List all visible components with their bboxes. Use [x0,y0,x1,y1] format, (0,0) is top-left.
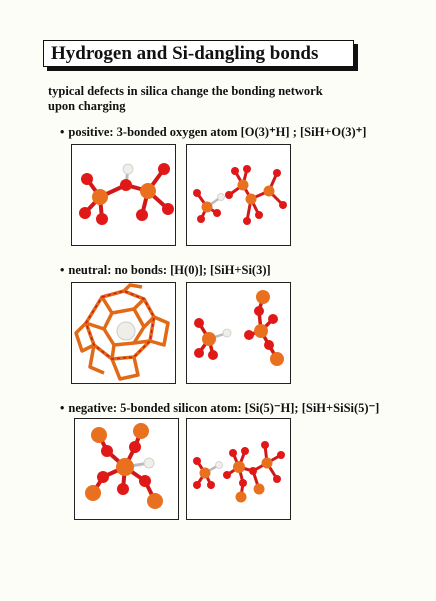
bullet-dot: • [60,125,65,139]
molecule-positive-right [187,145,290,245]
section-positive-heading [60,124,366,140]
panel-neutral-right [186,282,291,384]
molecule-negative-right [187,419,290,519]
section-negative-label: negative: 5-bonded silicon atom: [Si(5)⁻H]; [SiH+SiSi(5)⁻] [68,401,380,415]
section-neutral-heading [60,263,271,278]
page-title: Hydrogen and Si-dangling bonds [51,43,319,64]
panel-negative-left [74,418,179,520]
intro-line-2: upon charging [48,99,126,113]
intro-text [48,84,368,114]
molecule-negative-left [75,419,178,519]
bullet-dot: • [60,263,65,277]
molecule-positive-left [72,145,175,245]
molecule-neutral-right [187,283,290,383]
section-positive-label: positive: 3-bonded oxygen atom [O(3)⁺H] ; [SiH+O(3)⁺] [68,125,367,139]
section-negative-heading [60,400,379,416]
panel-positive-right [186,144,291,246]
panel-negative-right [186,418,291,520]
intro-line-1: typical defects in silica change the bonding network [48,84,323,98]
panel-neutral-left [71,282,176,384]
molecule-neutral-left [72,283,175,383]
panel-positive-left [71,144,176,246]
title-box [43,40,354,67]
bullet-dot: • [60,401,65,415]
section-neutral-label: neutral: no bonds: [H(0)]; [SiH+Si(3)] [68,263,271,277]
